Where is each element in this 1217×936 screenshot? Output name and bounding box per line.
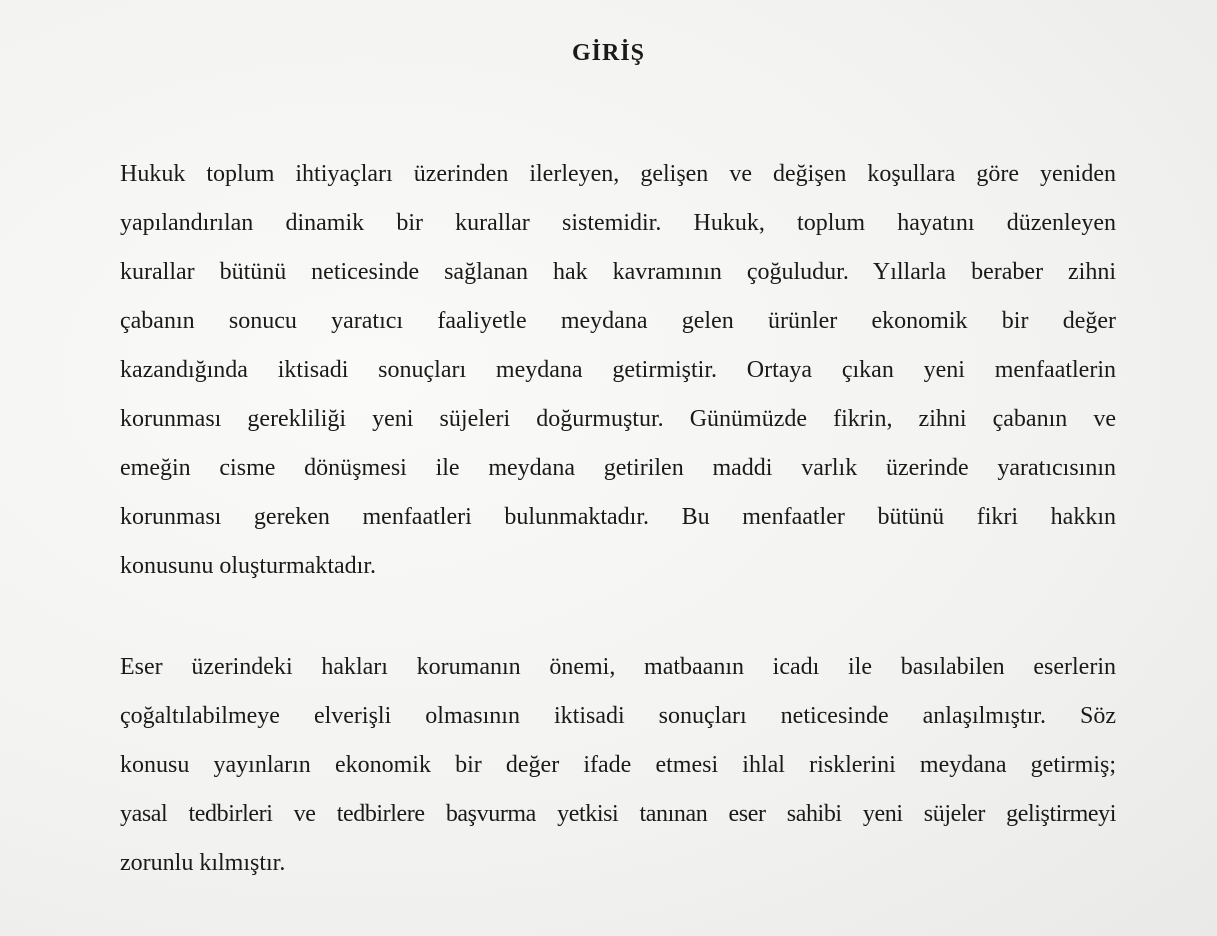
text-line: emeğin cisme dönüşmesi ile meydana getirilen maddi varlık üzerinde yaratıcısının (120, 455, 1116, 481)
text-line: konusunu oluşturmaktadır. (120, 553, 376, 579)
text-line: korunması gerekliliği yeni süjeleri doğurmuştur. Günümüzde fikrin, zihni çabanın ve (120, 406, 1116, 432)
text-line: Eser üzerindeki hakları korumanın önemi, matbaanın icadı ile basılabilen eserlerin (120, 654, 1116, 680)
page-title: GİRİŞ (571, 40, 646, 66)
text-line: kurallar bütünü neticesinde sağlanan hak kavramının çoğuludur. Yıllarla beraber zihni (120, 259, 1116, 285)
paragraph-2 (120, 643, 1116, 888)
text-line: zorunlu kılmıştır. (120, 850, 286, 876)
text-line: konusu yayınların ekonomik bir değer ifade etmesi ihlal risklerini meydana getirmiş; (120, 752, 1116, 778)
text-line: çoğaltılabilmeye elverişli olmasının iktisadi sonuçları neticesinde anlaşılmıştır. Söz (120, 703, 1116, 729)
text-line: yapılandırılan dinamik bir kurallar sistemidir. Hukuk, toplum hayatını düzenleyen (120, 210, 1116, 236)
text-line: çabanın sonucu yaratıcı faaliyetle meydana gelen ürünler ekonomik bir değer (120, 308, 1116, 334)
text-line: kazandığında iktisadi sonuçları meydana getirmiştir. Ortaya çıkan yeni menfaatlerin (120, 357, 1116, 383)
text-line: korunması gereken menfaatleri bulunmaktadır. Bu menfaatler bütünü fikri hakkın (120, 504, 1116, 530)
paragraph-1 (120, 150, 1116, 591)
text-line: yasal tedbirleri ve tedbirlere başvurma yetkisi tanınan eser sahibi yeni süjeler geliştirmeyi (120, 801, 1116, 827)
text-line: Hukuk toplum ihtiyaçları üzerinden ilerleyen, gelişen ve değişen koşullara göre yeniden (120, 161, 1116, 187)
